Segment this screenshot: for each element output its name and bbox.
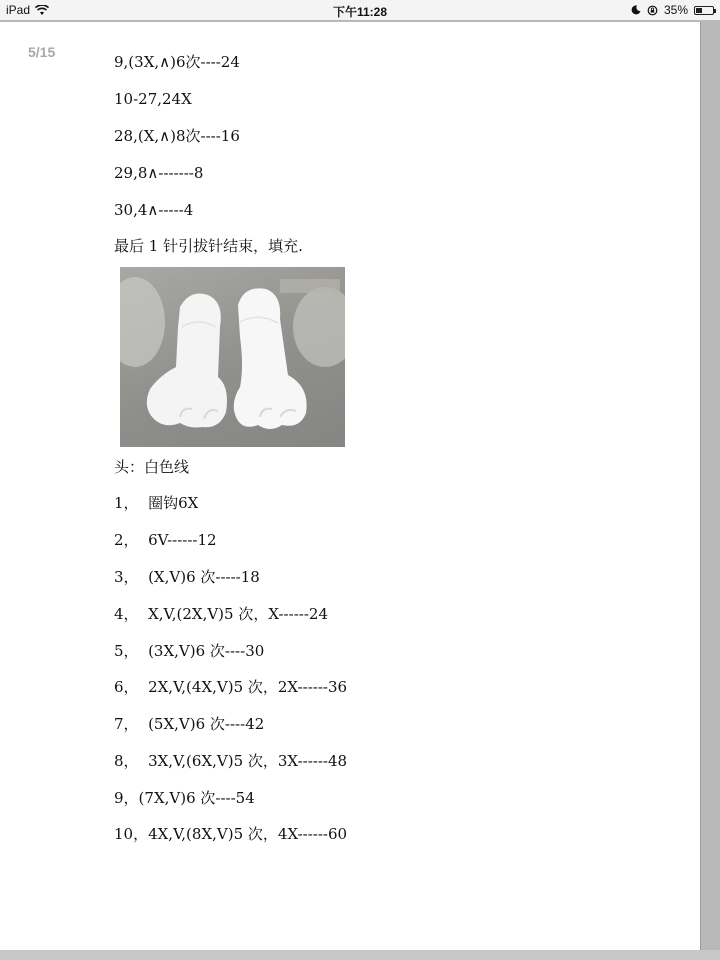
pattern-line: 9,(3X,∧)6次----24: [114, 53, 240, 71]
pattern-line: 7， (5X,V)6 次----42: [114, 715, 265, 733]
device-name: iPad: [6, 3, 31, 17]
pattern-line: 最后 1 针引拔针结束，填充.: [114, 237, 303, 255]
page-indicator: 5/15: [28, 44, 56, 60]
moon-icon: [631, 5, 641, 15]
pattern-line: 30,4∧-----4: [114, 201, 194, 219]
pattern-line: 8， 3X,V,(6X,V)5 次，3X------48: [114, 752, 348, 770]
pattern-line: 28,(X,∧)8次----16: [114, 127, 240, 145]
pattern-line: 1， 圈钩6X: [114, 494, 199, 512]
pattern-line: 4， X,V,(2X,V)5 次，X------24: [114, 605, 328, 623]
pattern-line: 3， (X,V)6 次-----18: [114, 568, 260, 586]
rotation-lock-icon: [647, 5, 658, 16]
page-bottom-edge: [0, 950, 720, 960]
pattern-line: 6， 2X,V,(4X,V)5 次，2X------36: [114, 678, 348, 696]
battery-level-fill: [696, 8, 702, 13]
battery-percent: 35%: [663, 3, 688, 17]
status-time: 下午11:28: [332, 5, 388, 19]
status-bar: [0, 0, 720, 20]
battery-icon: [694, 6, 714, 15]
section-heading: 头：白色线: [114, 458, 190, 476]
pattern-line: 5， (3X,V)6 次----30: [114, 642, 265, 660]
document-page[interactable]: [0, 22, 701, 950]
crochet-legs-photo: [120, 267, 345, 447]
pattern-line: 29,8∧-------8: [114, 164, 204, 182]
pattern-line: 2， 6V------12: [114, 531, 217, 549]
pattern-line: 9，(7X,V)6 次----54: [114, 789, 255, 807]
status-right: [631, 3, 714, 17]
pattern-line: 10-27,24X: [114, 90, 192, 108]
pattern-line: 10，4X,V,(8X,V)5 次，4X------60: [114, 825, 348, 843]
